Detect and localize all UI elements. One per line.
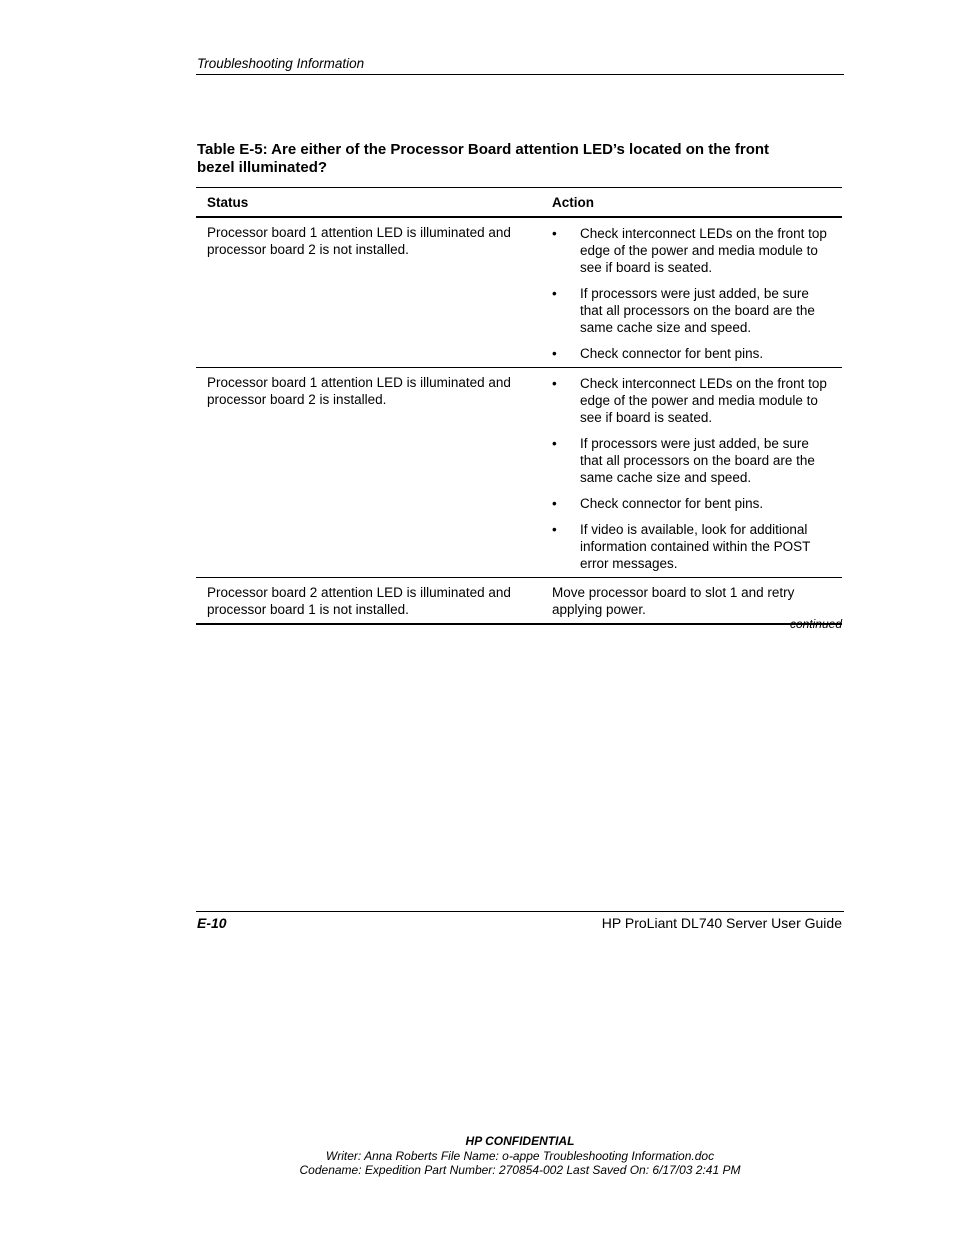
action-text: If processors were just added, be sure that all processors on the board are the same cache size and speed. [580,436,815,485]
confidential-writer-line: Writer: Anna Roberts File Name: o-appe Troubleshooting Information.doc [325,1148,715,1163]
bullet-icon: • [552,226,557,241]
action-list-item [552,225,830,276]
bullet-icon: • [552,496,557,511]
action-list-item [552,521,830,572]
table-title [197,141,837,177]
footer-rule [196,911,844,912]
action-text: Check interconnect LEDs on the front top edge of the power and media module to see if board is seated. [580,376,827,425]
action-cell [541,217,842,368]
bullet-icon: • [552,522,557,537]
running-header: Troubleshooting Information [197,56,365,71]
column-header-status: Status [196,188,541,218]
bullet-icon: • [552,436,557,451]
action-text: If video is available, look for additional information contained within the POST error messages. [580,522,811,571]
status-cell: Processor board 1 attention LED is illuminated and processor board 2 is not installed. [196,217,541,368]
table-row [196,217,842,368]
bullet-icon: • [552,286,557,301]
continued-label: continued [789,617,842,631]
action-cell: Move processor board to slot 1 and retry applying power. [541,578,842,625]
guide-title: HP ProLiant DL740 Server User Guide [601,915,842,931]
action-list-item [552,495,830,512]
action-text: Check connector for bent pins. [580,496,764,511]
action-list-item [552,345,830,362]
table-title-line-2: bezel illuminated? [197,159,328,176]
action-text: Check connector for bent pins. [580,346,764,361]
table-row [196,368,842,578]
table-title-line-1: Table E-5: Are either of the Processor Board attention LED’s located on the front [197,141,770,158]
bullet-icon: • [552,376,557,391]
bullet-icon: • [552,346,557,361]
troubleshooting-table [196,187,842,625]
confidential-notice [0,1134,954,1178]
header-rule [196,74,844,75]
action-list [552,375,830,572]
action-list-item [552,375,830,426]
page-number: E-10 [197,915,227,931]
table-header-row [196,188,842,218]
status-cell: Processor board 1 attention LED is illuminated and processor board 2 is installed. [196,368,541,578]
action-list [552,225,830,362]
status-cell: Processor board 2 attention LED is illuminated and processor board 1 is not installed. [196,578,541,625]
confidential-title: HP CONFIDENTIAL [465,1134,575,1148]
action-list-item [552,435,830,486]
action-cell [541,368,842,578]
action-list-item [552,285,830,336]
action-text: If processors were just added, be sure that all processors on the board are the same cache size and speed. [580,286,815,335]
column-header-action: Action [541,188,842,218]
confidential-codename-line: Codename: Expedition Part Number: 270854-002 Last Saved On: 6/17/03 2:41 PM [299,1163,741,1177]
action-text: Check interconnect LEDs on the front top edge of the power and media module to see if board is seated. [580,226,827,275]
